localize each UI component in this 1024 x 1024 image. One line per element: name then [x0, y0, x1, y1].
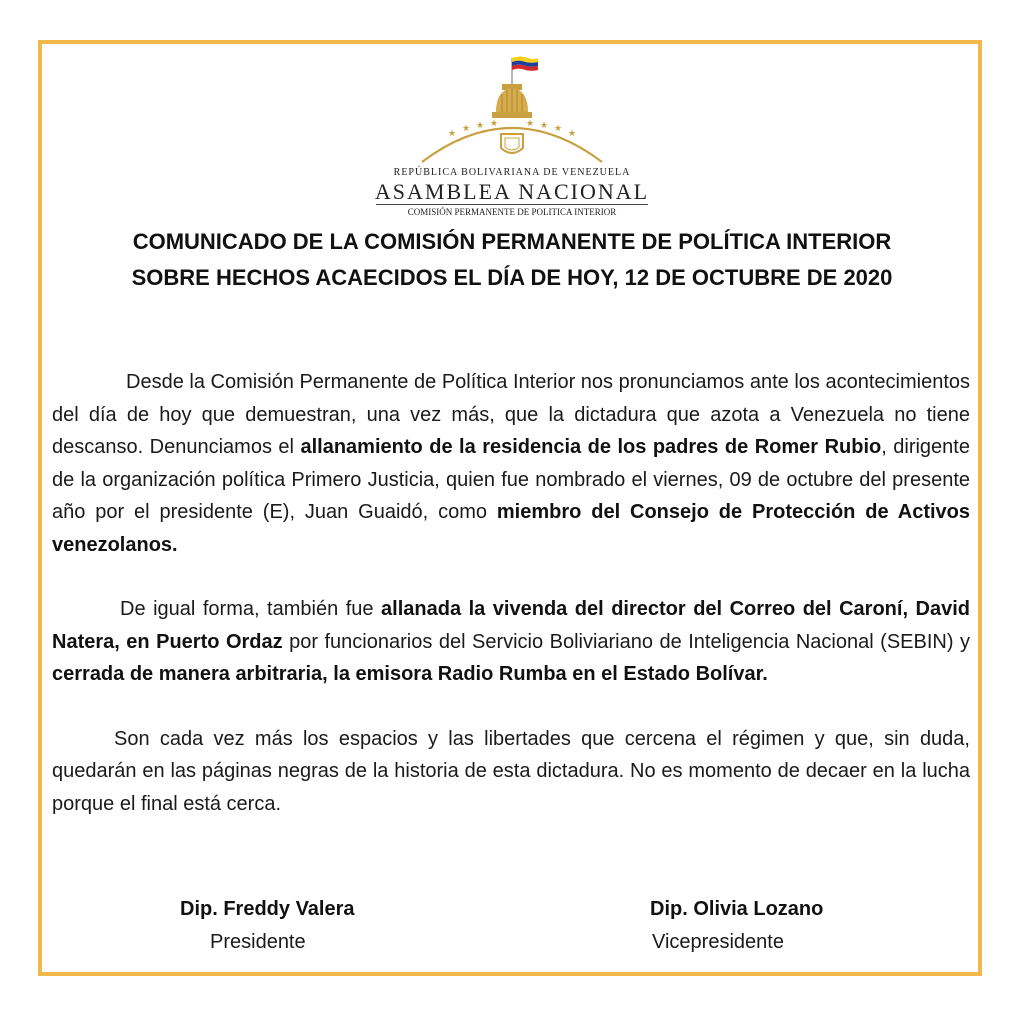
svg-text:★: ★: [567, 129, 577, 139]
svg-text:★: ★: [447, 129, 457, 139]
logo-assembly-text: ASAMBLEA NACIONAL: [374, 179, 650, 204]
communique-body: [52, 366, 970, 820]
paragraph-1-text-2: , dirigente de la organización política Primero Justicia, quien fue nombrado el viernes, 09 de octubre del presente año por el presidente (E), Juan Guaidó, como: [52, 436, 970, 523]
svg-text:★: ★: [553, 124, 563, 134]
paragraph-1-bold-2: miembro del Consejo de Protección de Activos venezolanos.: [52, 501, 971, 556]
communique-title: COMUNICADO DE LA COMISIÓN PERMANENTE DE POLÍTICA INTERIOR SOBRE HECHOS ACAECIDOS EL DÍA DE HOY, 12 DE OCTUBRE DE 2020: [131, 229, 893, 290]
svg-text:★: ★: [539, 121, 549, 131]
svg-text:★: ★: [461, 124, 471, 134]
logo-divider: [376, 204, 648, 205]
paragraph-1: [52, 366, 970, 561]
signature-role: Vicepresidente: [652, 931, 784, 953]
paragraph-2-text-2: por funcionarios del Servicio Boliviariano de Inteligencia Nacional (SEBIN) y: [282, 630, 970, 653]
asamblea-nacional-logo: [362, 52, 662, 222]
paragraph-2: [52, 593, 970, 691]
signature-name: Dip. Freddy Valera: [180, 898, 355, 920]
capitol-dome-icon: [362, 52, 662, 167]
paragraph-3: [52, 723, 970, 821]
logo-republic-text: REPÚBLICA BOLIVARIANA DE VENEZUELA: [393, 167, 631, 178]
svg-text:★: ★: [489, 119, 499, 129]
paragraph-3-text-1: Son cada vez más los espacios y las libertades que cercena el régimen y que, sin duda, quedarán en las páginas negras de la historia de esta dictadura. No es momento de decaer en la lucha porque el final está cerca.: [52, 727, 970, 815]
paragraph-2-bold-2: cerrada de manera arbitraria, la emisora Radio Rumba en el Estado Bolívar.: [52, 663, 768, 685]
logo-commission-text: COMISIÓN PERMANENTE DE POLITICA INTERIOR: [407, 207, 617, 217]
signature-role: Presidente: [210, 931, 306, 953]
paragraph-2-bold-1: allanada la vivenda del director del Correo del Caroní, David Natera, en Puerto Ordaz: [52, 598, 970, 653]
svg-text:★: ★: [525, 119, 535, 129]
paragraph-1-text-1: Desde la Comisión Permanente de Política Interior nos pronunciamos ante los acontecimientos del día de hoy que demuestran, una vez más, que la dictadura que azota a Venezuela no tiene descanso. Denunciamos el: [52, 371, 970, 458]
paragraph-2-text-1: De igual forma, también fue: [120, 598, 382, 620]
svg-text:★: ★: [475, 121, 485, 131]
paragraph-1-bold-1: allanamiento de la residencia de los padres de Romer Rubio: [300, 436, 882, 458]
signature-name: Dip. Olivia Lozano: [650, 898, 824, 920]
